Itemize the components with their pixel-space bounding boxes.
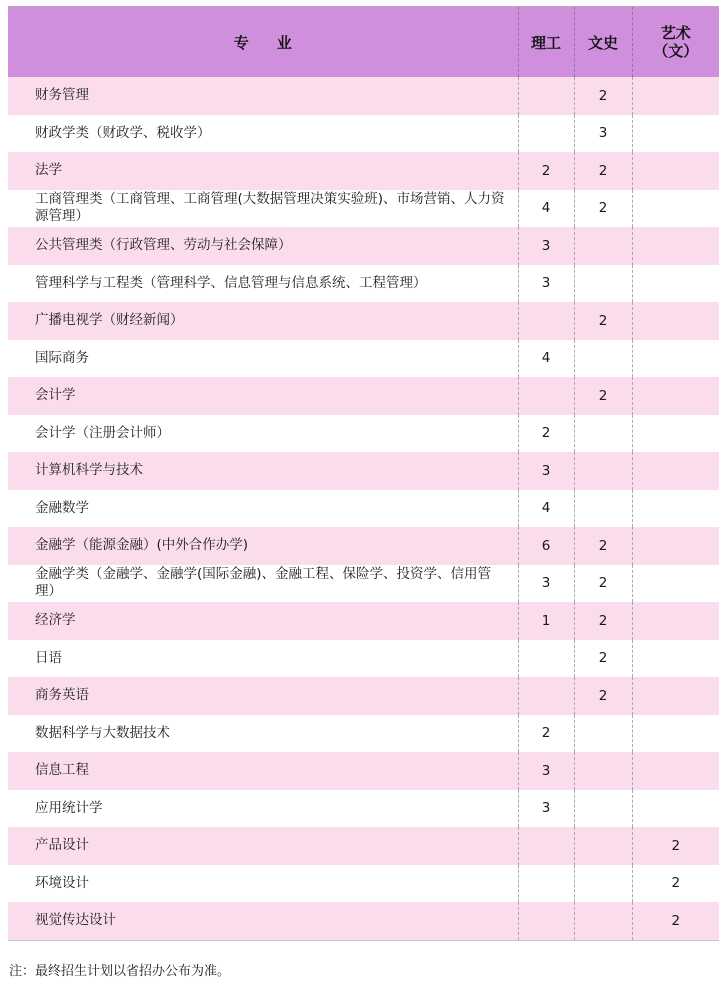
wenshi-cell <box>574 490 632 528</box>
enrollment-plan-table-wrapper <box>8 6 719 941</box>
wenshi-cell: 2 <box>574 602 632 640</box>
ligong-cell: 3 <box>518 227 574 265</box>
major-cell: 产品设计 <box>8 827 518 865</box>
wenshi-cell: 3 <box>574 115 632 153</box>
table-row <box>8 490 719 528</box>
major-cell: 商务英语 <box>8 677 518 715</box>
wenshi-cell <box>574 415 632 453</box>
ligong-cell: 4 <box>518 490 574 528</box>
yishu-cell <box>632 565 719 603</box>
wenshi-cell <box>574 902 632 940</box>
major-cell: 经济学 <box>8 602 518 640</box>
ligong-cell <box>518 827 574 865</box>
table-row <box>8 677 719 715</box>
table-header <box>8 7 719 78</box>
header-major-part2: 业 <box>276 33 292 52</box>
yishu-cell: 2 <box>632 902 719 940</box>
major-cell: 广播电视学（财经新闻） <box>8 302 518 340</box>
header-yishu <box>632 7 719 78</box>
yishu-cell <box>632 377 719 415</box>
wenshi-cell <box>574 790 632 828</box>
major-cell: 信息工程 <box>8 752 518 790</box>
yishu-cell <box>632 152 719 190</box>
major-cell: 财务管理 <box>8 77 518 115</box>
table-row <box>8 602 719 640</box>
header-wenshi: 文史 <box>574 7 632 78</box>
yishu-cell <box>632 677 719 715</box>
major-cell: 管理科学与工程类（管理科学、信息管理与信息系统、工程管理） <box>8 265 518 303</box>
ligong-cell: 2 <box>518 415 574 453</box>
table-row <box>8 790 719 828</box>
major-cell: 金融数学 <box>8 490 518 528</box>
wenshi-cell <box>574 452 632 490</box>
table-row <box>8 377 719 415</box>
table-row <box>8 752 719 790</box>
major-cell: 数据科学与大数据技术 <box>8 715 518 753</box>
header-row <box>8 7 719 78</box>
yishu-cell <box>632 602 719 640</box>
table-row <box>8 190 719 228</box>
ligong-cell <box>518 302 574 340</box>
table-row <box>8 565 719 603</box>
major-cell: 公共管理类（行政管理、劳动与社会保障） <box>8 227 518 265</box>
footnote: 注：最终招生计划以省招办公布为准。 <box>9 964 231 979</box>
major-cell: 会计学（注册会计师） <box>8 415 518 453</box>
major-cell: 金融学（能源金融）(中外合作办学) <box>8 527 518 565</box>
yishu-cell <box>632 302 719 340</box>
yishu-cell <box>632 227 719 265</box>
wenshi-cell <box>574 715 632 753</box>
table-row <box>8 115 719 153</box>
wenshi-cell: 2 <box>574 302 632 340</box>
ligong-cell <box>518 865 574 903</box>
ligong-cell: 2 <box>518 152 574 190</box>
yishu-cell <box>632 190 719 228</box>
wenshi-cell <box>574 752 632 790</box>
table-row <box>8 865 719 903</box>
ligong-cell: 3 <box>518 452 574 490</box>
yishu-cell <box>632 77 719 115</box>
wenshi-cell: 2 <box>574 190 632 228</box>
ligong-cell <box>518 115 574 153</box>
table-row <box>8 527 719 565</box>
ligong-cell <box>518 902 574 940</box>
header-yishu-line2: （文） <box>653 42 699 60</box>
ligong-cell: 3 <box>518 565 574 603</box>
major-cell: 计算机科学与技术 <box>8 452 518 490</box>
ligong-cell: 6 <box>518 527 574 565</box>
wenshi-cell <box>574 340 632 378</box>
wenshi-cell: 2 <box>574 77 632 115</box>
major-cell: 法学 <box>8 152 518 190</box>
wenshi-cell: 2 <box>574 565 632 603</box>
wenshi-cell <box>574 265 632 303</box>
yishu-cell <box>632 790 719 828</box>
ligong-cell: 3 <box>518 752 574 790</box>
table-row <box>8 340 719 378</box>
ligong-cell: 2 <box>518 715 574 753</box>
header-major <box>8 7 518 78</box>
table-row <box>8 152 719 190</box>
yishu-cell <box>632 340 719 378</box>
header-yishu-line1: 艺术 <box>660 24 691 42</box>
yishu-cell <box>632 265 719 303</box>
table-row <box>8 452 719 490</box>
ligong-cell <box>518 77 574 115</box>
major-cell: 国际商务 <box>8 340 518 378</box>
ligong-cell: 4 <box>518 190 574 228</box>
ligong-cell: 4 <box>518 340 574 378</box>
wenshi-cell <box>574 827 632 865</box>
yishu-cell <box>632 640 719 678</box>
header-major-part1: 专 <box>233 33 249 52</box>
major-cell: 工商管理类（工商管理、工商管理(大数据管理决策实验班)、市场营销、人力资源管理） <box>8 190 518 228</box>
header-ligong: 理工 <box>518 7 574 78</box>
major-cell: 会计学 <box>8 377 518 415</box>
wenshi-cell <box>574 227 632 265</box>
yishu-cell <box>632 527 719 565</box>
yishu-cell <box>632 452 719 490</box>
ligong-cell: 1 <box>518 602 574 640</box>
table-row <box>8 902 719 940</box>
yishu-cell <box>632 715 719 753</box>
table-row <box>8 415 719 453</box>
yishu-cell <box>632 115 719 153</box>
major-cell: 日语 <box>8 640 518 678</box>
major-cell: 金融学类（金融学、金融学(国际金融)、金融工程、保险学、投资学、信用管理） <box>8 565 518 603</box>
major-cell: 应用统计学 <box>8 790 518 828</box>
wenshi-cell: 2 <box>574 527 632 565</box>
table-row <box>8 227 719 265</box>
enrollment-plan-table <box>8 6 719 941</box>
ligong-cell <box>518 677 574 715</box>
table-row <box>8 715 719 753</box>
table-row <box>8 640 719 678</box>
major-cell: 财政学类（财政学、税收学） <box>8 115 518 153</box>
ligong-cell: 3 <box>518 790 574 828</box>
yishu-cell: 2 <box>632 827 719 865</box>
table-row <box>8 265 719 303</box>
wenshi-cell: 2 <box>574 152 632 190</box>
ligong-cell: 3 <box>518 265 574 303</box>
table-body <box>8 77 719 940</box>
yishu-cell: 2 <box>632 865 719 903</box>
wenshi-cell: 2 <box>574 677 632 715</box>
wenshi-cell: 2 <box>574 640 632 678</box>
table-row <box>8 77 719 115</box>
yishu-cell <box>632 490 719 528</box>
wenshi-cell: 2 <box>574 377 632 415</box>
table-row <box>8 302 719 340</box>
major-cell: 视觉传达设计 <box>8 902 518 940</box>
table-row <box>8 827 719 865</box>
ligong-cell <box>518 640 574 678</box>
yishu-cell <box>632 415 719 453</box>
wenshi-cell <box>574 865 632 903</box>
ligong-cell <box>518 377 574 415</box>
major-cell: 环境设计 <box>8 865 518 903</box>
yishu-cell <box>632 752 719 790</box>
